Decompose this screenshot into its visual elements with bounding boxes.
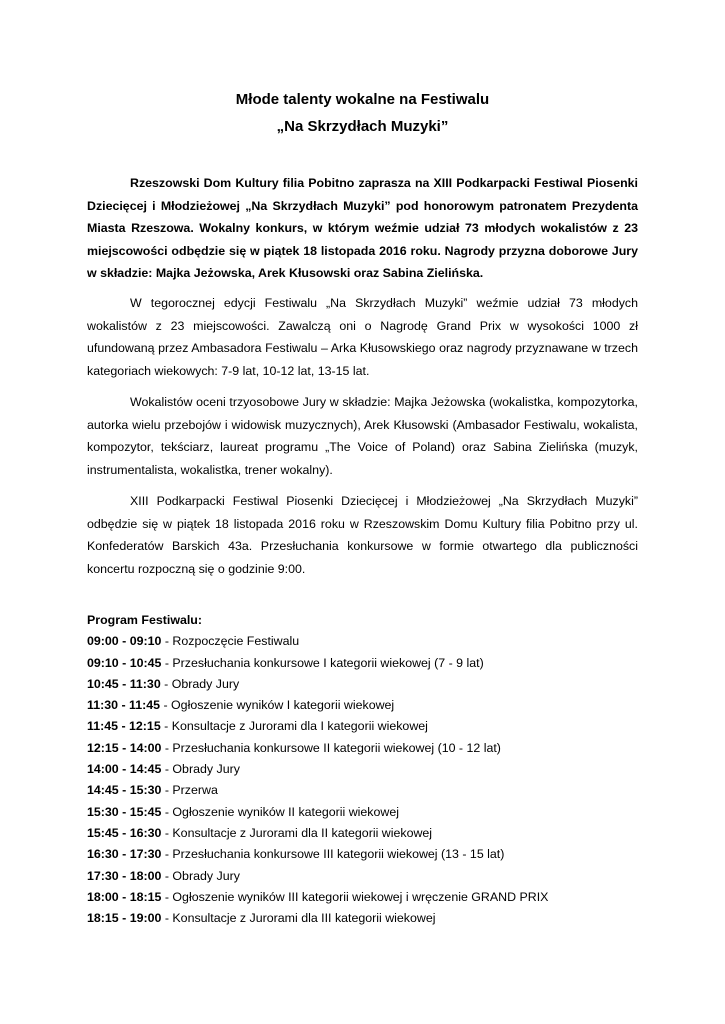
- program-item-desc: - Ogłoszenie wyników II kategorii wiekowej: [161, 804, 399, 819]
- festival-program: [87, 610, 647, 929]
- program-item-time: 10:45 - 11:30: [87, 676, 161, 691]
- document-title: [87, 86, 638, 140]
- intro-paragraph: Rzeszowski Dom Kultury filia Pobitno zaprasza na XIII Podkarpacki Festiwal Piosenki Dziecięcej i Młodzieżowej „Na Skrzydłach Muzyki” pod honorowym patronatem Prezydenta Miasta Rzeszowa. Wokalny konkurs, w którym weźmie udział 73 młodych wokalistów z 23 miejscowości odbędzie się w piątek 18 listopada 2016 roku. Nagrody przyzna doborowe Jury w składzie: Majka Jeżowska, Arek Kłusowski oraz Sabina Zielińska.: [87, 176, 638, 280]
- program-item-time: 16:30 - 17:30: [87, 847, 162, 862]
- paragraph-editions: W tegorocznej edycji Festiwalu „Na Skrzydłach Muzyki” weźmie udział 73 młodych wokalistów z 23 miejscowości. Zawalczą oni o Nagrodę Grand Prix w wysokości 1000 zł ufundowaną przez Ambasadora Festiwalu – Arka Kłusowskiego oraz nagrody przyznawane w trzech kategoriach wiekowych: 7-9 lat, 10-12 lat, 13-15 lat.: [87, 296, 638, 378]
- program-item-desc: - Przesłuchania konkursowe I kategorii wiekowej (7 - 9 lat): [161, 655, 484, 670]
- program-item: [87, 653, 647, 674]
- program-item-time: 18:15 - 19:00: [87, 911, 162, 926]
- program-item: [87, 887, 647, 908]
- program-item-desc: - Obrady Jury: [161, 762, 240, 777]
- program-item-time: 15:45 - 16:30: [87, 825, 162, 840]
- program-item: [87, 631, 647, 652]
- program-item: [87, 802, 647, 823]
- program-item: [87, 674, 647, 695]
- program-item-desc: - Obrady Jury: [161, 868, 240, 883]
- program-item-time: 09:10 - 10:45: [87, 655, 162, 670]
- program-item: [87, 716, 647, 737]
- program-item-desc: - Konsultacje z Jurorami dla III kategorii wiekowej: [161, 911, 436, 926]
- program-item: [87, 866, 647, 887]
- program-item: [87, 780, 647, 801]
- program-item: [87, 759, 647, 780]
- program-item-desc: - Przerwa: [161, 783, 218, 798]
- program-item-time: 18:00 - 18:15: [87, 889, 162, 904]
- program-item: [87, 695, 647, 716]
- program-item-time: 11:45 - 12:15: [87, 719, 161, 734]
- program-item-desc: - Przesłuchania konkursowe III kategorii wiekowej (13 - 15 lat): [161, 847, 505, 862]
- program-item: [87, 823, 647, 844]
- program-item-desc: - Ogłoszenie wyników III kategorii wiekowej i wręczenie GRAND PRIX: [161, 889, 549, 904]
- program-item: [87, 738, 647, 759]
- program-item: [87, 908, 647, 929]
- program-item-time: 17:30 - 18:00: [87, 868, 162, 883]
- paragraph-venue: XIII Podkarpacki Festiwal Piosenki Dziecięcej i Młodzieżowej „Na Skrzydłach Muzyki” odbędzie się w piątek 18 listopada 2016 roku w Rzeszowskim Domu Kultury filia Pobitno przy ul. Konfederatów Barskich 43a. Przesłuchania konkursowe w formie otwartego dla publiczności koncertu rozpoczną się o godzinie 9:00.: [87, 494, 638, 576]
- program-item-time: 15:30 - 15:45: [87, 804, 162, 819]
- title-line-1: Młode talenty wokalne na Festiwalu: [235, 91, 490, 108]
- program-item-time: 12:15 - 14:00: [87, 740, 162, 755]
- program-item: [87, 844, 647, 865]
- program-item-time: 14:00 - 14:45: [87, 762, 162, 777]
- program-item-desc: - Ogłoszenie wyników I kategorii wiekowej: [160, 698, 395, 713]
- program-item-time: 11:30 - 11:45: [87, 698, 161, 713]
- program-heading: Program Festiwalu:: [87, 613, 202, 627]
- title-line-2: „Na Skrzydłach Muzyki”: [276, 118, 449, 135]
- program-item-time: 09:00 - 09:10: [87, 634, 162, 649]
- paragraph-jury: Wokalistów oceni trzyosobowe Jury w składzie: Majka Jeżowska (wokalistka, kompozytorka, autorka wielu przebojów i widowisk muzycznych), Arek Kłusowski (Ambasador Festiwalu, wokalista, kompozytor, tekściarz, laureat programu „The Voice of Poland) oraz Sabina Zielińska (muzyk, instrumentalista, wokalistka, trener wokalny).: [87, 395, 638, 477]
- program-item-desc: - Przesłuchania konkursowe II kategorii wiekowej (10 - 12 lat): [161, 740, 501, 755]
- program-item-desc: - Obrady Jury: [160, 676, 240, 691]
- program-item-time: 14:45 - 15:30: [87, 783, 162, 798]
- program-item-desc: - Konsultacje z Jurorami dla II kategorii wiekowej: [161, 825, 433, 840]
- program-item-desc: - Rozpoczęcie Festiwalu: [161, 634, 300, 649]
- program-item-desc: - Konsultacje z Jurorami dla I kategorii wiekowej: [160, 719, 428, 734]
